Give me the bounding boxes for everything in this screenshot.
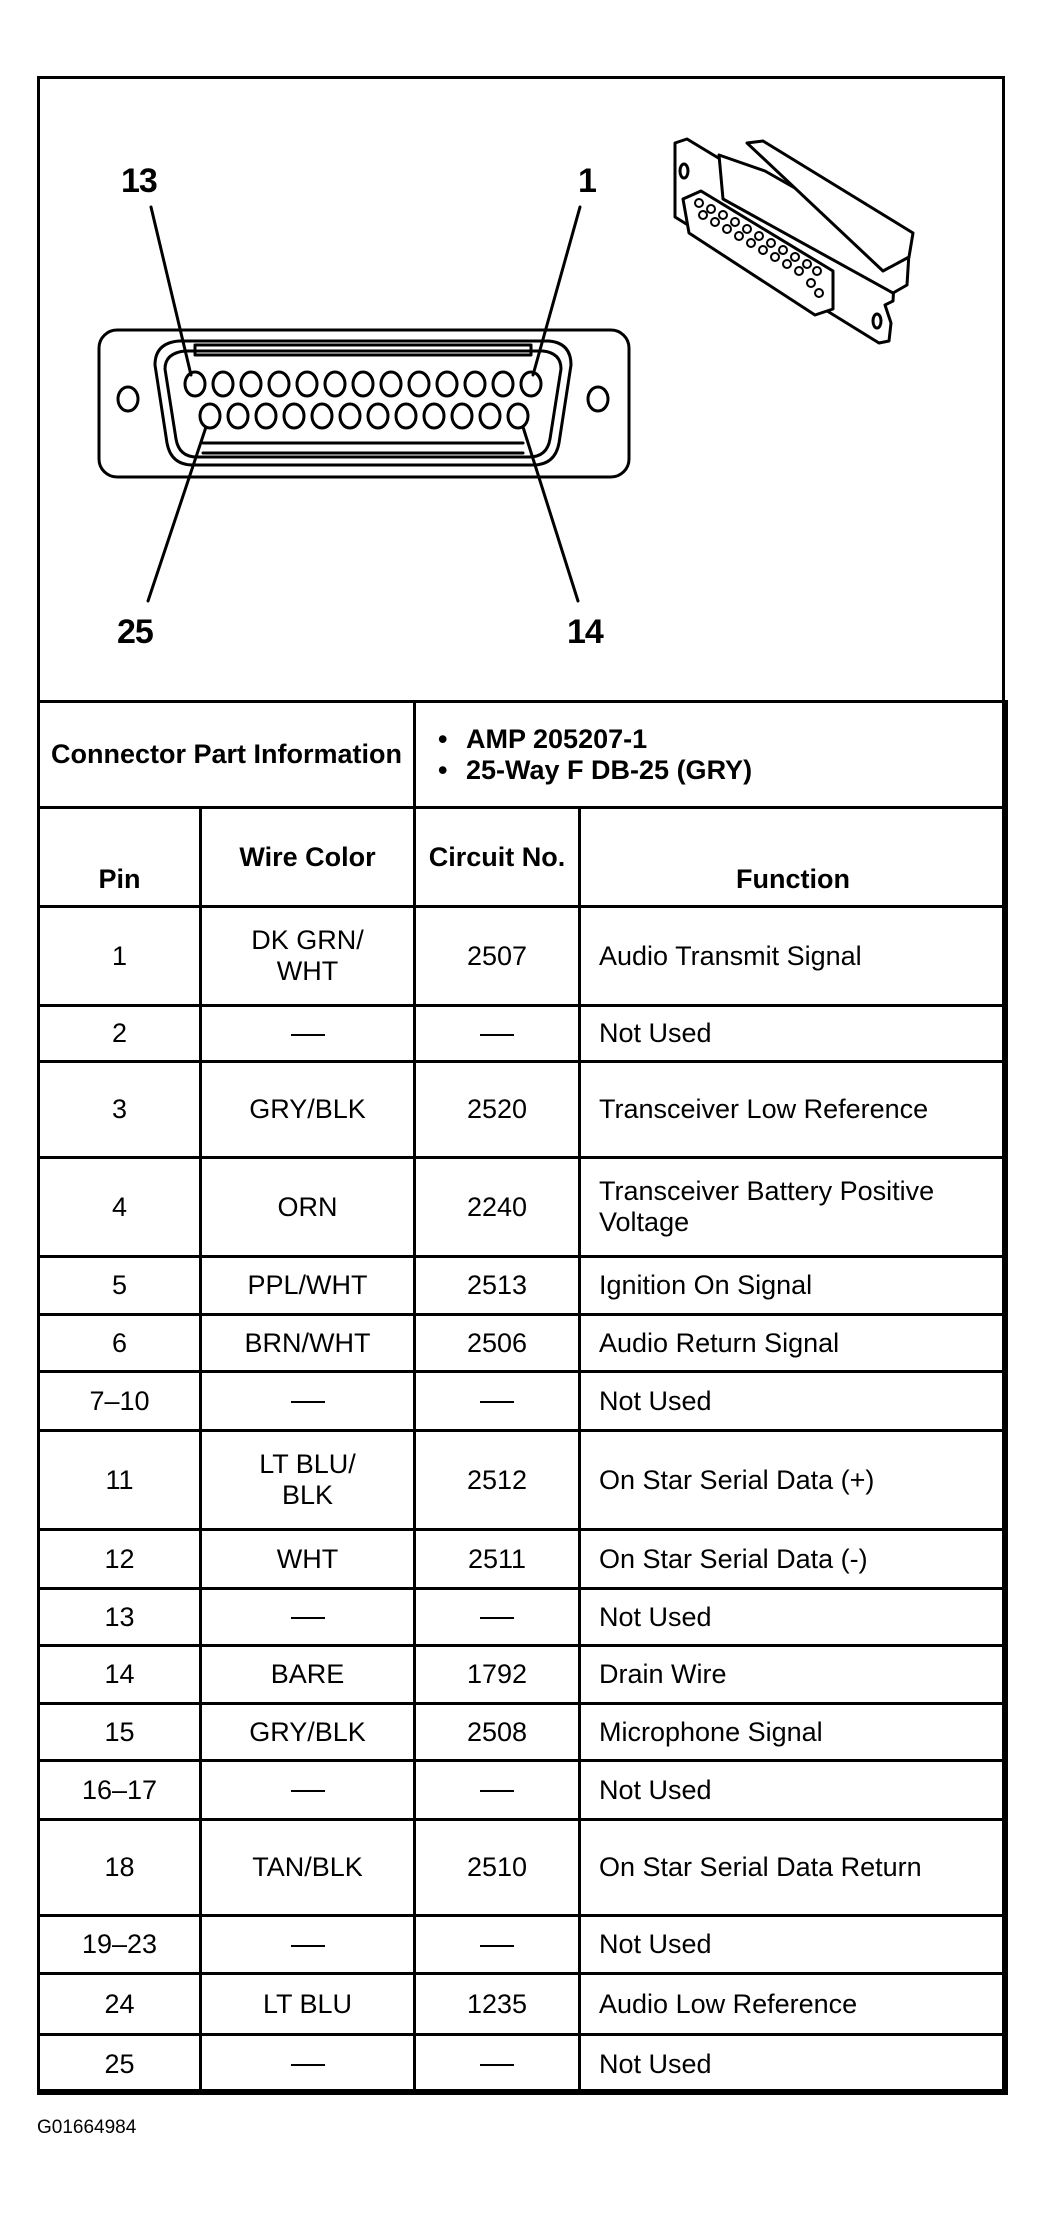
- cell-wire-color: TAN/BLK: [201, 1820, 415, 1916]
- not-applicable-dash: [291, 1945, 325, 1947]
- cell-function: Not Used: [580, 2035, 1007, 2094]
- cell-wire-color: DK GRN/ WHT: [201, 907, 415, 1006]
- cell-function: Not Used: [580, 1589, 1007, 1646]
- top-pin-row: [185, 372, 541, 396]
- cell-circuit-no: 2508: [415, 1704, 580, 1761]
- cell-wire-color: [201, 1006, 415, 1062]
- db25-connector-icon: [3, 3, 1044, 703]
- cell-circuit-no: 2506: [415, 1315, 580, 1372]
- table-row: [39, 1431, 1007, 1530]
- table-row: [39, 1062, 1007, 1158]
- cell-circuit-no: [415, 1589, 580, 1646]
- not-applicable-dash: [291, 1617, 325, 1619]
- connector-description: • 25-Way F DB-25 (GRY): [438, 754, 753, 785]
- connector-end-view-sheet: [37, 76, 1005, 2092]
- cell-pin: 14: [39, 1646, 201, 1704]
- cell-circuit-no: [415, 1372, 580, 1431]
- table-row: [39, 1315, 1007, 1372]
- pin-label-25: 25: [117, 613, 153, 651]
- cell-pin: 15: [39, 1704, 201, 1761]
- bottom-pin-row: [200, 404, 528, 428]
- cell-wire-color: [201, 1372, 415, 1431]
- header-circuit-no: Circuit No.: [415, 808, 580, 907]
- cell-pin: 24: [39, 1974, 201, 2035]
- table-row: [39, 1158, 1007, 1257]
- table-row: [39, 1530, 1007, 1589]
- cell-function: Transceiver Low Reference: [580, 1062, 1007, 1158]
- cell-function: Audio Low Reference: [580, 1974, 1007, 2035]
- table-row: [39, 1372, 1007, 1431]
- cell-pin: 19–23: [39, 1916, 201, 1974]
- cell-function: On Star Serial Data Return: [580, 1820, 1007, 1916]
- cell-wire-color: BARE: [201, 1646, 415, 1704]
- cell-function: On Star Serial Data (-): [580, 1530, 1007, 1589]
- header-function: Function: [580, 808, 1007, 907]
- cell-circuit-no: [415, 1761, 580, 1820]
- pin-label-1: 1: [578, 162, 596, 200]
- table-row: [39, 1646, 1007, 1704]
- not-applicable-dash: [480, 1034, 514, 1036]
- not-applicable-dash: [480, 2064, 514, 2066]
- cell-pin: 4: [39, 1158, 201, 1257]
- cell-wire-color: PPL/WHT: [201, 1257, 415, 1315]
- header-pin: Pin: [39, 808, 201, 907]
- table-row: [39, 1916, 1007, 1974]
- table-row: [39, 1974, 1007, 2035]
- not-applicable-dash: [480, 1401, 514, 1403]
- cell-function: Not Used: [580, 1916, 1007, 1974]
- cell-pin: 16–17: [39, 1761, 201, 1820]
- not-applicable-dash: [480, 1790, 514, 1792]
- cell-wire-color: GRY/BLK: [201, 1704, 415, 1761]
- isometric-connector: [675, 139, 913, 343]
- table-row: [39, 1704, 1007, 1761]
- cell-function: Drain Wire: [580, 1646, 1007, 1704]
- cell-function: On Star Serial Data (+): [580, 1431, 1007, 1530]
- cell-pin: 6: [39, 1315, 201, 1372]
- connector-info-label: Connector Part Information: [39, 702, 415, 808]
- cell-pin: 11: [39, 1431, 201, 1530]
- cell-circuit-no: 1235: [415, 1974, 580, 2035]
- table-row: [39, 1257, 1007, 1315]
- cell-pin: 13: [39, 1589, 201, 1646]
- cell-function: Transceiver Battery Positive Voltage: [580, 1158, 1007, 1257]
- cell-circuit-no: 2511: [415, 1530, 580, 1589]
- cell-pin: 7–10: [39, 1372, 201, 1431]
- not-applicable-dash: [291, 1034, 325, 1036]
- cell-function: Audio Return Signal: [580, 1315, 1007, 1372]
- not-applicable-dash: [291, 1790, 325, 1792]
- pin-label-13: 13: [121, 162, 157, 200]
- cell-circuit-no: 2240: [415, 1158, 580, 1257]
- cell-wire-color: WHT: [201, 1530, 415, 1589]
- connector-info-row: [39, 702, 1007, 808]
- table-row: [39, 1820, 1007, 1916]
- cell-wire-color: BRN/WHT: [201, 1315, 415, 1372]
- cell-pin: 1: [39, 907, 201, 1006]
- cell-circuit-no: [415, 1916, 580, 1974]
- header-row: [39, 808, 1007, 907]
- table-row: [39, 1761, 1007, 1820]
- table-row: [39, 1006, 1007, 1062]
- cell-function: Microphone Signal: [580, 1704, 1007, 1761]
- connector-info-values: [415, 702, 1007, 808]
- not-applicable-dash: [291, 1401, 325, 1403]
- header-wire-color: Wire Color: [201, 808, 415, 907]
- not-applicable-dash: [480, 1617, 514, 1619]
- not-applicable-dash: [291, 2064, 325, 2066]
- pin-label-14: 14: [567, 613, 603, 651]
- cell-circuit-no: 2520: [415, 1062, 580, 1158]
- cell-circuit-no: 2512: [415, 1431, 580, 1530]
- cell-pin: 2: [39, 1006, 201, 1062]
- cell-pin: 3: [39, 1062, 201, 1158]
- cell-circuit-no: 2507: [415, 907, 580, 1006]
- cell-wire-color: [201, 2035, 415, 2094]
- cell-wire-color: [201, 1589, 415, 1646]
- cell-wire-color: GRY/BLK: [201, 1062, 415, 1158]
- cell-function: Not Used: [580, 1006, 1007, 1062]
- table-row: [39, 2035, 1007, 2094]
- cell-wire-color: LT BLU/ BLK: [201, 1431, 415, 1530]
- cell-wire-color: [201, 1916, 415, 1974]
- figure-id: G01664984: [37, 2117, 137, 2138]
- cell-function: Ignition On Signal: [580, 1257, 1007, 1315]
- table-row: [39, 1589, 1007, 1646]
- cell-pin: 12: [39, 1530, 201, 1589]
- cell-circuit-no: [415, 1006, 580, 1062]
- cell-circuit-no: 1792: [415, 1646, 580, 1704]
- cell-function: Not Used: [580, 1761, 1007, 1820]
- cell-wire-color: ORN: [201, 1158, 415, 1257]
- table-row: [39, 907, 1007, 1006]
- cell-wire-color: LT BLU: [201, 1974, 415, 2035]
- connector-part-number: • AMP 205207-1: [438, 723, 648, 754]
- cell-pin: 18: [39, 1820, 201, 1916]
- not-applicable-dash: [480, 1945, 514, 1947]
- pinout-table: [37, 700, 1008, 2095]
- cell-circuit-no: 2513: [415, 1257, 580, 1315]
- cell-circuit-no: 2510: [415, 1820, 580, 1916]
- cell-function: Audio Transmit Signal: [580, 907, 1007, 1006]
- cell-wire-color: [201, 1761, 415, 1820]
- cell-pin: 5: [39, 1257, 201, 1315]
- cell-circuit-no: [415, 2035, 580, 2094]
- connector-diagram: [40, 79, 1002, 700]
- cell-function: Not Used: [580, 1372, 1007, 1431]
- cell-pin: 25: [39, 2035, 201, 2094]
